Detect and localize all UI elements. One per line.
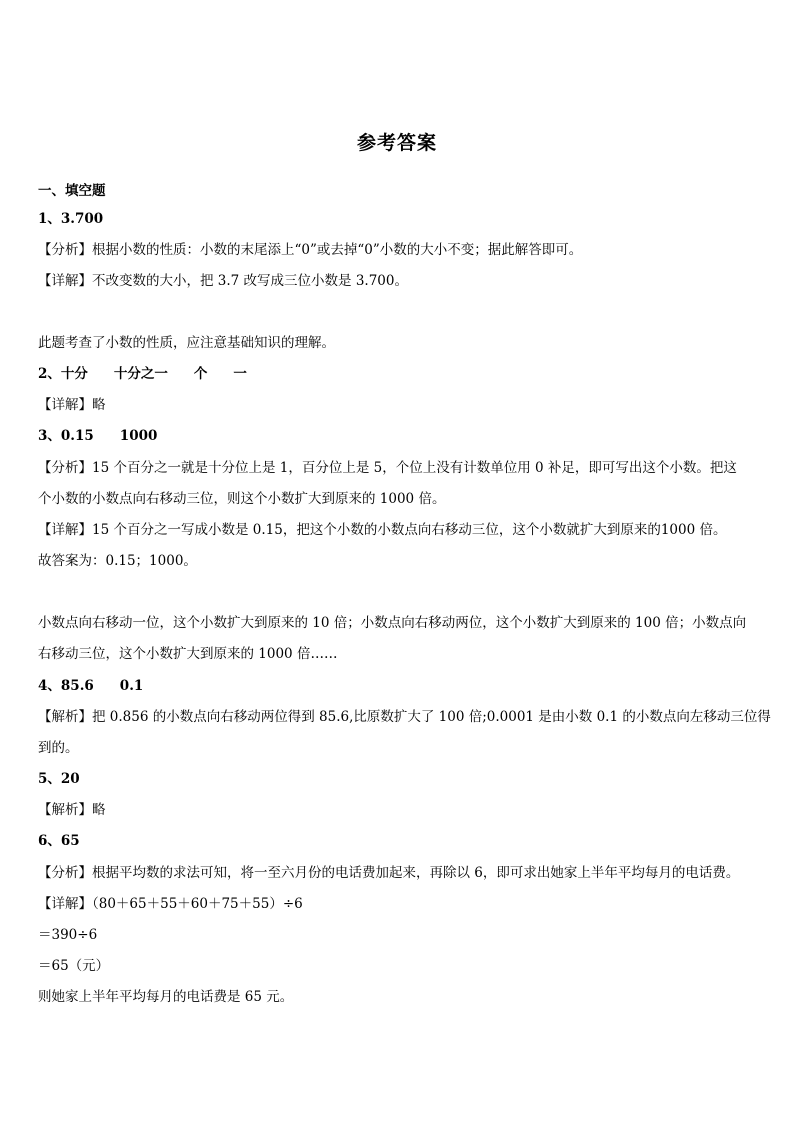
q3-detail: 【详解】15 个百分之一写成小数是 0.15，把这个小数的小数点向右移动三位，这个小数就扩大到原来的1000 倍。 (38, 522, 727, 538)
q6-conclusion: 则她家上半年平均每月的电话费是 65 元。 (38, 989, 294, 1005)
q2-answer-3: 个 (193, 366, 208, 382)
q3-answer-2: 1000 (119, 428, 158, 444)
q6-step2: ＝65（元） (38, 958, 110, 974)
section-heading: 一、填空题 (38, 183, 106, 199)
q2-answer (38, 364, 760, 384)
q6-step1: ＝390÷6 (38, 927, 98, 943)
q3-comment-line1: 小数点向右移动一位，这个小数扩大到原来的 10 倍；小数点向右移动两位，这个小数扩大到原来的 100 倍；小数点向 (38, 615, 747, 631)
q4-answer-2: 0.1 (119, 678, 144, 694)
q1-answer: 1、3.700 (38, 211, 104, 227)
q1-analysis: 【分析】根据小数的性质：小数的末尾添上“0”或去掉“0”小数的大小不变；据此解答即可。 (38, 242, 583, 258)
q2-detail: 【详解】略 (38, 397, 106, 413)
q2-number: 2、 (38, 366, 61, 382)
q1-comment: 此题考查了小数的性质，应注意基础知识的理解。 (38, 335, 335, 351)
q5-answer: 5、20 (38, 771, 80, 787)
q3-result: 故答案为：0.15；1000。 (38, 553, 197, 569)
q5-explain: 【解析】略 (38, 802, 106, 818)
q2-answer-4: 一 (233, 366, 247, 382)
q3-comment-line2: 右移动三位，这个小数扩大到原来的 1000 倍…… (38, 646, 338, 662)
q4-explain-line1: 【解析】把 0.856 的小数点向右移动两位得到 85.6,比原数扩大了 100 倍;0.0001 是由小数 0.1 的小数点向左移动三位得 (38, 709, 771, 725)
q4-answer (38, 676, 760, 696)
page-title: 参考答案 (356, 132, 437, 154)
q2-answer-2: 十分之一 (113, 366, 168, 382)
q6-answer: 6、65 (38, 833, 80, 849)
q4-explain-line2: 到的。 (38, 740, 79, 756)
q1-detail: 【详解】不改变数的大小，把 3.7 改写成三位小数是 3.700。 (38, 273, 408, 289)
q6-analysis: 【分析】根据平均数的求法可知，将一至六月份的电话费加起来，再除以 6，即可求出她家上半年平均每月的电话费。 (38, 865, 740, 881)
q3-answer-1: 0.15 (60, 428, 94, 444)
q4-number: 4、 (38, 678, 61, 694)
q3-answer (38, 426, 760, 446)
q3-analysis-line2: 个小数的小数点向右移动三位，则这个小数扩大到原来的 1000 倍。 (38, 491, 446, 507)
q2-answer-1: 十分 (60, 366, 88, 382)
q4-answer-1: 85.6 (60, 678, 94, 694)
q6-detail: 【详解】（80＋65＋55＋60＋75＋55）÷6 (38, 896, 303, 912)
q3-analysis-line1: 【分析】15 个百分之一就是十分位上是 1，百分位上是 5，个位上没有计数单位用 0 补足，即可写出这个小数。把这 (38, 460, 737, 476)
q3-number: 3、 (38, 428, 61, 444)
